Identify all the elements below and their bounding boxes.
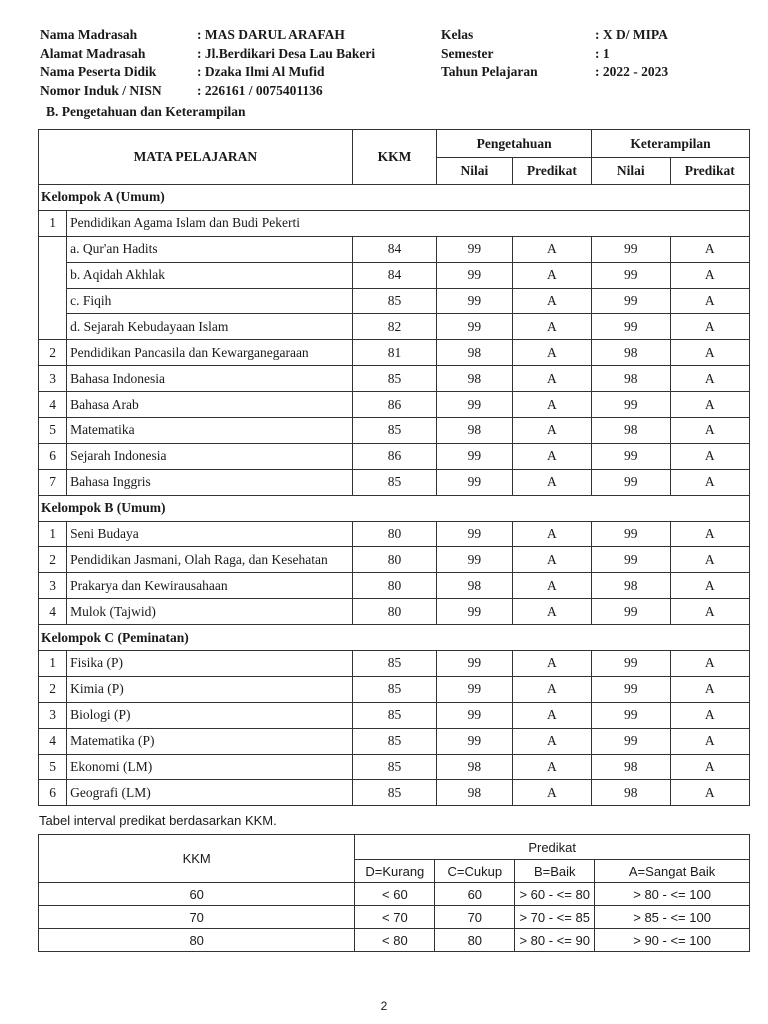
knowledge-predicate-cell: A (512, 469, 591, 495)
grades-body (39, 185, 750, 806)
interval-cell-b: > 60 - <= 80 (515, 883, 595, 906)
skills-score-cell: 99 (592, 599, 670, 625)
kkm-cell: 80 (352, 547, 436, 573)
skills-predicate-cell: A (670, 314, 749, 340)
knowledge-score-cell: 98 (437, 573, 512, 599)
label-kelas: Kelas (441, 27, 474, 42)
table-row (39, 599, 750, 625)
interval-cell-b: > 70 - <= 85 (515, 906, 595, 929)
skills-score-cell: 99 (592, 651, 670, 677)
value-semester: : 1 (595, 45, 610, 61)
skills-predicate-cell: A (670, 676, 749, 702)
skills-predicate-cell: A (670, 651, 749, 677)
skills-predicate-cell: A (670, 469, 749, 495)
row-number: 6 (39, 780, 67, 806)
knowledge-predicate-cell: A (512, 236, 591, 262)
skills-predicate-cell: A (670, 702, 749, 728)
value-alamat: : Jl.Berdikari Desa Lau Bakeri (197, 45, 376, 61)
kkm-cell: 85 (352, 418, 436, 444)
kkm-cell: 81 (352, 340, 436, 366)
skills-score-cell: 98 (592, 780, 670, 806)
label-madrasah: Nama Madrasah (40, 27, 138, 42)
skills-predicate-cell: A (670, 366, 749, 392)
header-skills-score: Nilai (592, 158, 670, 185)
interval-cell-b: > 80 - <= 90 (515, 929, 595, 952)
interval-row (39, 929, 750, 952)
grades-table (38, 129, 750, 806)
interval-row (39, 883, 750, 906)
interval-cell-d: < 80 (355, 929, 435, 952)
label-tahun: Tahun Pelajaran (441, 64, 538, 79)
kkm-cell: 86 (352, 443, 436, 469)
student-info (40, 27, 740, 101)
knowledge-predicate-cell: A (512, 651, 591, 677)
info-row (40, 64, 740, 83)
skills-score-cell: 99 (592, 443, 670, 469)
row-number: 4 (39, 599, 67, 625)
knowledge-predicate-cell: A (512, 676, 591, 702)
label-semester: Semester (441, 45, 494, 61)
knowledge-score-cell: 99 (437, 392, 512, 418)
skills-score-cell: 99 (592, 469, 670, 495)
skills-predicate-cell: A (670, 521, 749, 547)
table-row (39, 547, 750, 573)
interval-table (38, 834, 750, 952)
interval-col-a: A=Sangat Baik (595, 860, 750, 883)
skills-predicate-cell: A (670, 288, 749, 314)
knowledge-predicate-cell: A (512, 780, 591, 806)
row-number: 2 (39, 676, 67, 702)
knowledge-predicate-cell: A (512, 728, 591, 754)
skills-predicate-cell: A (670, 392, 749, 418)
kkm-cell: 80 (352, 599, 436, 625)
interval-cell-a: > 80 - <= 100 (595, 883, 750, 906)
skills-score-cell: 99 (592, 288, 670, 314)
skills-predicate-cell: A (670, 418, 749, 444)
interval-header-predicate: Predikat (355, 835, 750, 860)
knowledge-predicate-cell: A (512, 340, 591, 366)
blank-number-cell (39, 236, 67, 262)
row-number: 5 (39, 754, 67, 780)
skills-predicate-cell: A (670, 780, 749, 806)
knowledge-predicate-cell: A (512, 443, 591, 469)
knowledge-predicate-cell: A (512, 314, 591, 340)
table-row (39, 573, 750, 599)
interval-cell-c: 60 (435, 883, 515, 906)
knowledge-predicate-cell: A (512, 418, 591, 444)
skills-score-cell: 99 (592, 702, 670, 728)
page-number: 2 (380, 999, 388, 1013)
knowledge-predicate-cell: A (512, 262, 591, 288)
table-row (39, 780, 750, 806)
knowledge-score-cell: 99 (437, 676, 512, 702)
knowledge-score-cell: 99 (437, 236, 512, 262)
header-skills-predicate: Predikat (670, 158, 749, 185)
info-row (40, 27, 740, 46)
row-number: 2 (39, 340, 67, 366)
knowledge-score-cell: 98 (437, 780, 512, 806)
skills-score-cell: 99 (592, 314, 670, 340)
knowledge-score-cell: 99 (437, 547, 512, 573)
subject-name: b. Aqidah Akhlak (67, 262, 353, 288)
row-number: 6 (39, 443, 67, 469)
row-number: 4 (39, 392, 67, 418)
group-row (39, 185, 750, 211)
kkm-cell: 82 (352, 314, 436, 340)
kkm-cell: 86 (352, 392, 436, 418)
skills-score-cell: 98 (592, 366, 670, 392)
group-title: Kelompok A (Umum) (39, 185, 750, 211)
knowledge-predicate-cell: A (512, 754, 591, 780)
table-row (39, 754, 750, 780)
blank-number-cell (39, 262, 67, 288)
kkm-cell: 84 (352, 262, 436, 288)
row-number: 5 (39, 418, 67, 444)
interval-col-b: B=Baik (515, 860, 595, 883)
knowledge-score-cell: 99 (437, 728, 512, 754)
interval-row (39, 906, 750, 929)
table-row (39, 443, 750, 469)
skills-predicate-cell: A (670, 599, 749, 625)
info-row (40, 46, 740, 65)
skills-score-cell: 99 (592, 728, 670, 754)
kkm-cell: 85 (352, 780, 436, 806)
row-number: 1 (39, 651, 67, 677)
value-nisn: : 226161 / 0075401136 (197, 82, 323, 98)
value-nama: : Dzaka Ilmi Al Mufid (197, 64, 325, 79)
knowledge-predicate-cell: A (512, 521, 591, 547)
table-row (39, 236, 750, 262)
header-knowledge-predicate: Predikat (512, 158, 591, 185)
skills-score-cell: 99 (592, 236, 670, 262)
table-row (39, 366, 750, 392)
knowledge-score-cell: 99 (437, 314, 512, 340)
group-title: Kelompok B (Umum) (39, 495, 750, 521)
knowledge-score-cell: 98 (437, 366, 512, 392)
subject-name: Biologi (P) (67, 702, 353, 728)
subject-name: Pendidikan Jasmani, Olah Raga, dan Kesehatan (67, 547, 353, 573)
label-nisn: Nomor Induk / NISN (40, 82, 162, 98)
interval-cell-kkm: 70 (39, 906, 355, 929)
group-row (39, 625, 750, 651)
row-number: 7 (39, 469, 67, 495)
knowledge-score-cell: 99 (437, 469, 512, 495)
subject-name: Kimia (P) (67, 676, 353, 702)
skills-score-cell: 98 (592, 573, 670, 599)
table-row (39, 521, 750, 547)
skills-score-cell: 98 (592, 340, 670, 366)
kkm-cell: 85 (352, 676, 436, 702)
blank-number-cell (39, 288, 67, 314)
skills-predicate-cell: A (670, 728, 749, 754)
knowledge-score-cell: 99 (437, 651, 512, 677)
knowledge-score-cell: 98 (437, 418, 512, 444)
kkm-cell: 85 (352, 366, 436, 392)
section-title: B. Pengetahuan dan Keterampilan (46, 104, 246, 119)
header-kkm: KKM (352, 130, 436, 185)
row-number: 3 (39, 366, 67, 392)
knowledge-predicate-cell: A (512, 288, 591, 314)
knowledge-predicate-cell: A (512, 702, 591, 728)
subject-name: a. Qur'an Hadits (67, 236, 353, 262)
skills-score-cell: 99 (592, 547, 670, 573)
skills-predicate-cell: A (670, 443, 749, 469)
knowledge-score-cell: 99 (437, 262, 512, 288)
subject-name: Mulok (Tajwid) (67, 599, 353, 625)
table-row (39, 651, 750, 677)
interval-col-d: D=Kurang (355, 860, 435, 883)
table-row (39, 418, 750, 444)
interval-cell-a: > 90 - <= 100 (595, 929, 750, 952)
subject-name: Bahasa Inggris (67, 469, 353, 495)
header-knowledge-score: Nilai (437, 158, 512, 185)
kkm-cell: 85 (352, 288, 436, 314)
table-row (39, 288, 750, 314)
knowledge-predicate-cell: A (512, 599, 591, 625)
subject-name: Pendidikan Pancasila dan Kewarganegaraan (67, 340, 353, 366)
interval-body (39, 835, 750, 952)
interval-cell-kkm: 80 (39, 929, 355, 952)
header-knowledge: Pengetahuan (437, 130, 592, 158)
knowledge-score-cell: 99 (437, 288, 512, 314)
table-row (39, 210, 750, 236)
skills-score-cell: 98 (592, 754, 670, 780)
interval-header-kkm: KKM (39, 835, 355, 883)
kkm-cell: 84 (352, 236, 436, 262)
skills-predicate-cell: A (670, 547, 749, 573)
info-row (40, 83, 740, 102)
skills-score-cell: 99 (592, 392, 670, 418)
skills-predicate-cell: A (670, 754, 749, 780)
interval-cell-a: > 85 - <= 100 (595, 906, 750, 929)
kkm-cell: 80 (352, 573, 436, 599)
subject-name: Geografi (LM) (67, 780, 353, 806)
value-tahun: : 2022 - 2023 (595, 64, 669, 79)
skills-score-cell: 99 (592, 521, 670, 547)
table-row (39, 676, 750, 702)
interval-cell-d: < 70 (355, 906, 435, 929)
subject-name: d. Sejarah Kebudayaan Islam (67, 314, 353, 340)
kkm-cell: 85 (352, 728, 436, 754)
knowledge-score-cell: 99 (437, 599, 512, 625)
subject-name: Seni Budaya (67, 521, 353, 547)
skills-score-cell: 99 (592, 676, 670, 702)
row-number: 3 (39, 702, 67, 728)
header-skills: Keterampilan (592, 130, 750, 158)
skills-score-cell: 99 (592, 262, 670, 288)
kkm-cell: 85 (352, 754, 436, 780)
header-subject: MATA PELAJARAN (39, 130, 353, 185)
kkm-cell: 85 (352, 469, 436, 495)
skills-predicate-cell: A (670, 573, 749, 599)
label-nama: Nama Peserta Didik (40, 64, 157, 79)
group-title: Kelompok C (Peminatan) (39, 625, 750, 651)
knowledge-score-cell: 99 (437, 702, 512, 728)
knowledge-predicate-cell: A (512, 392, 591, 418)
row-number: 3 (39, 573, 67, 599)
subject-name: Bahasa Arab (67, 392, 353, 418)
interval-cell-c: 80 (435, 929, 515, 952)
subject-name: Sejarah Indonesia (67, 443, 353, 469)
row-number: 4 (39, 728, 67, 754)
group-row (39, 495, 750, 521)
row-number: 1 (39, 521, 67, 547)
knowledge-score-cell: 98 (437, 340, 512, 366)
interval-cell-kkm: 60 (39, 883, 355, 906)
subject-name: Matematika (P) (67, 728, 353, 754)
skills-score-cell: 98 (592, 418, 670, 444)
knowledge-score-cell: 98 (437, 754, 512, 780)
subject-name: Pendidikan Agama Islam dan Budi Pekerti (67, 210, 750, 236)
table-row (39, 340, 750, 366)
subject-name: Fisika (P) (67, 651, 353, 677)
label-alamat: Alamat Madrasah (40, 45, 146, 61)
interval-cell-d: < 60 (355, 883, 435, 906)
subject-name: Bahasa Indonesia (67, 366, 353, 392)
table-row (39, 469, 750, 495)
knowledge-predicate-cell: A (512, 547, 591, 573)
row-number: 2 (39, 547, 67, 573)
kkm-cell: 85 (352, 651, 436, 677)
interval-cell-c: 70 (435, 906, 515, 929)
interval-title: Tabel interval predikat berdasarkan KKM. (39, 813, 277, 828)
skills-predicate-cell: A (670, 262, 749, 288)
knowledge-score-cell: 99 (437, 521, 512, 547)
interval-col-c: C=Cukup (435, 860, 515, 883)
subject-name: Ekonomi (LM) (67, 754, 353, 780)
subject-name: c. Fiqih (67, 288, 353, 314)
subject-name: Prakarya dan Kewirausahaan (67, 573, 353, 599)
kkm-cell: 80 (352, 521, 436, 547)
table-row (39, 314, 750, 340)
table-row (39, 262, 750, 288)
value-kelas: : X D/ MIPA (595, 27, 668, 42)
skills-predicate-cell: A (670, 236, 749, 262)
knowledge-predicate-cell: A (512, 366, 591, 392)
skills-predicate-cell: A (670, 340, 749, 366)
kkm-cell: 85 (352, 702, 436, 728)
table-row (39, 392, 750, 418)
table-row (39, 728, 750, 754)
blank-number-cell (39, 314, 67, 340)
knowledge-predicate-cell: A (512, 573, 591, 599)
subject-name: Matematika (67, 418, 353, 444)
value-madrasah: : MAS DARUL ARAFAH (197, 27, 345, 42)
table-row (39, 702, 750, 728)
row-number: 1 (39, 210, 67, 236)
knowledge-score-cell: 99 (437, 443, 512, 469)
